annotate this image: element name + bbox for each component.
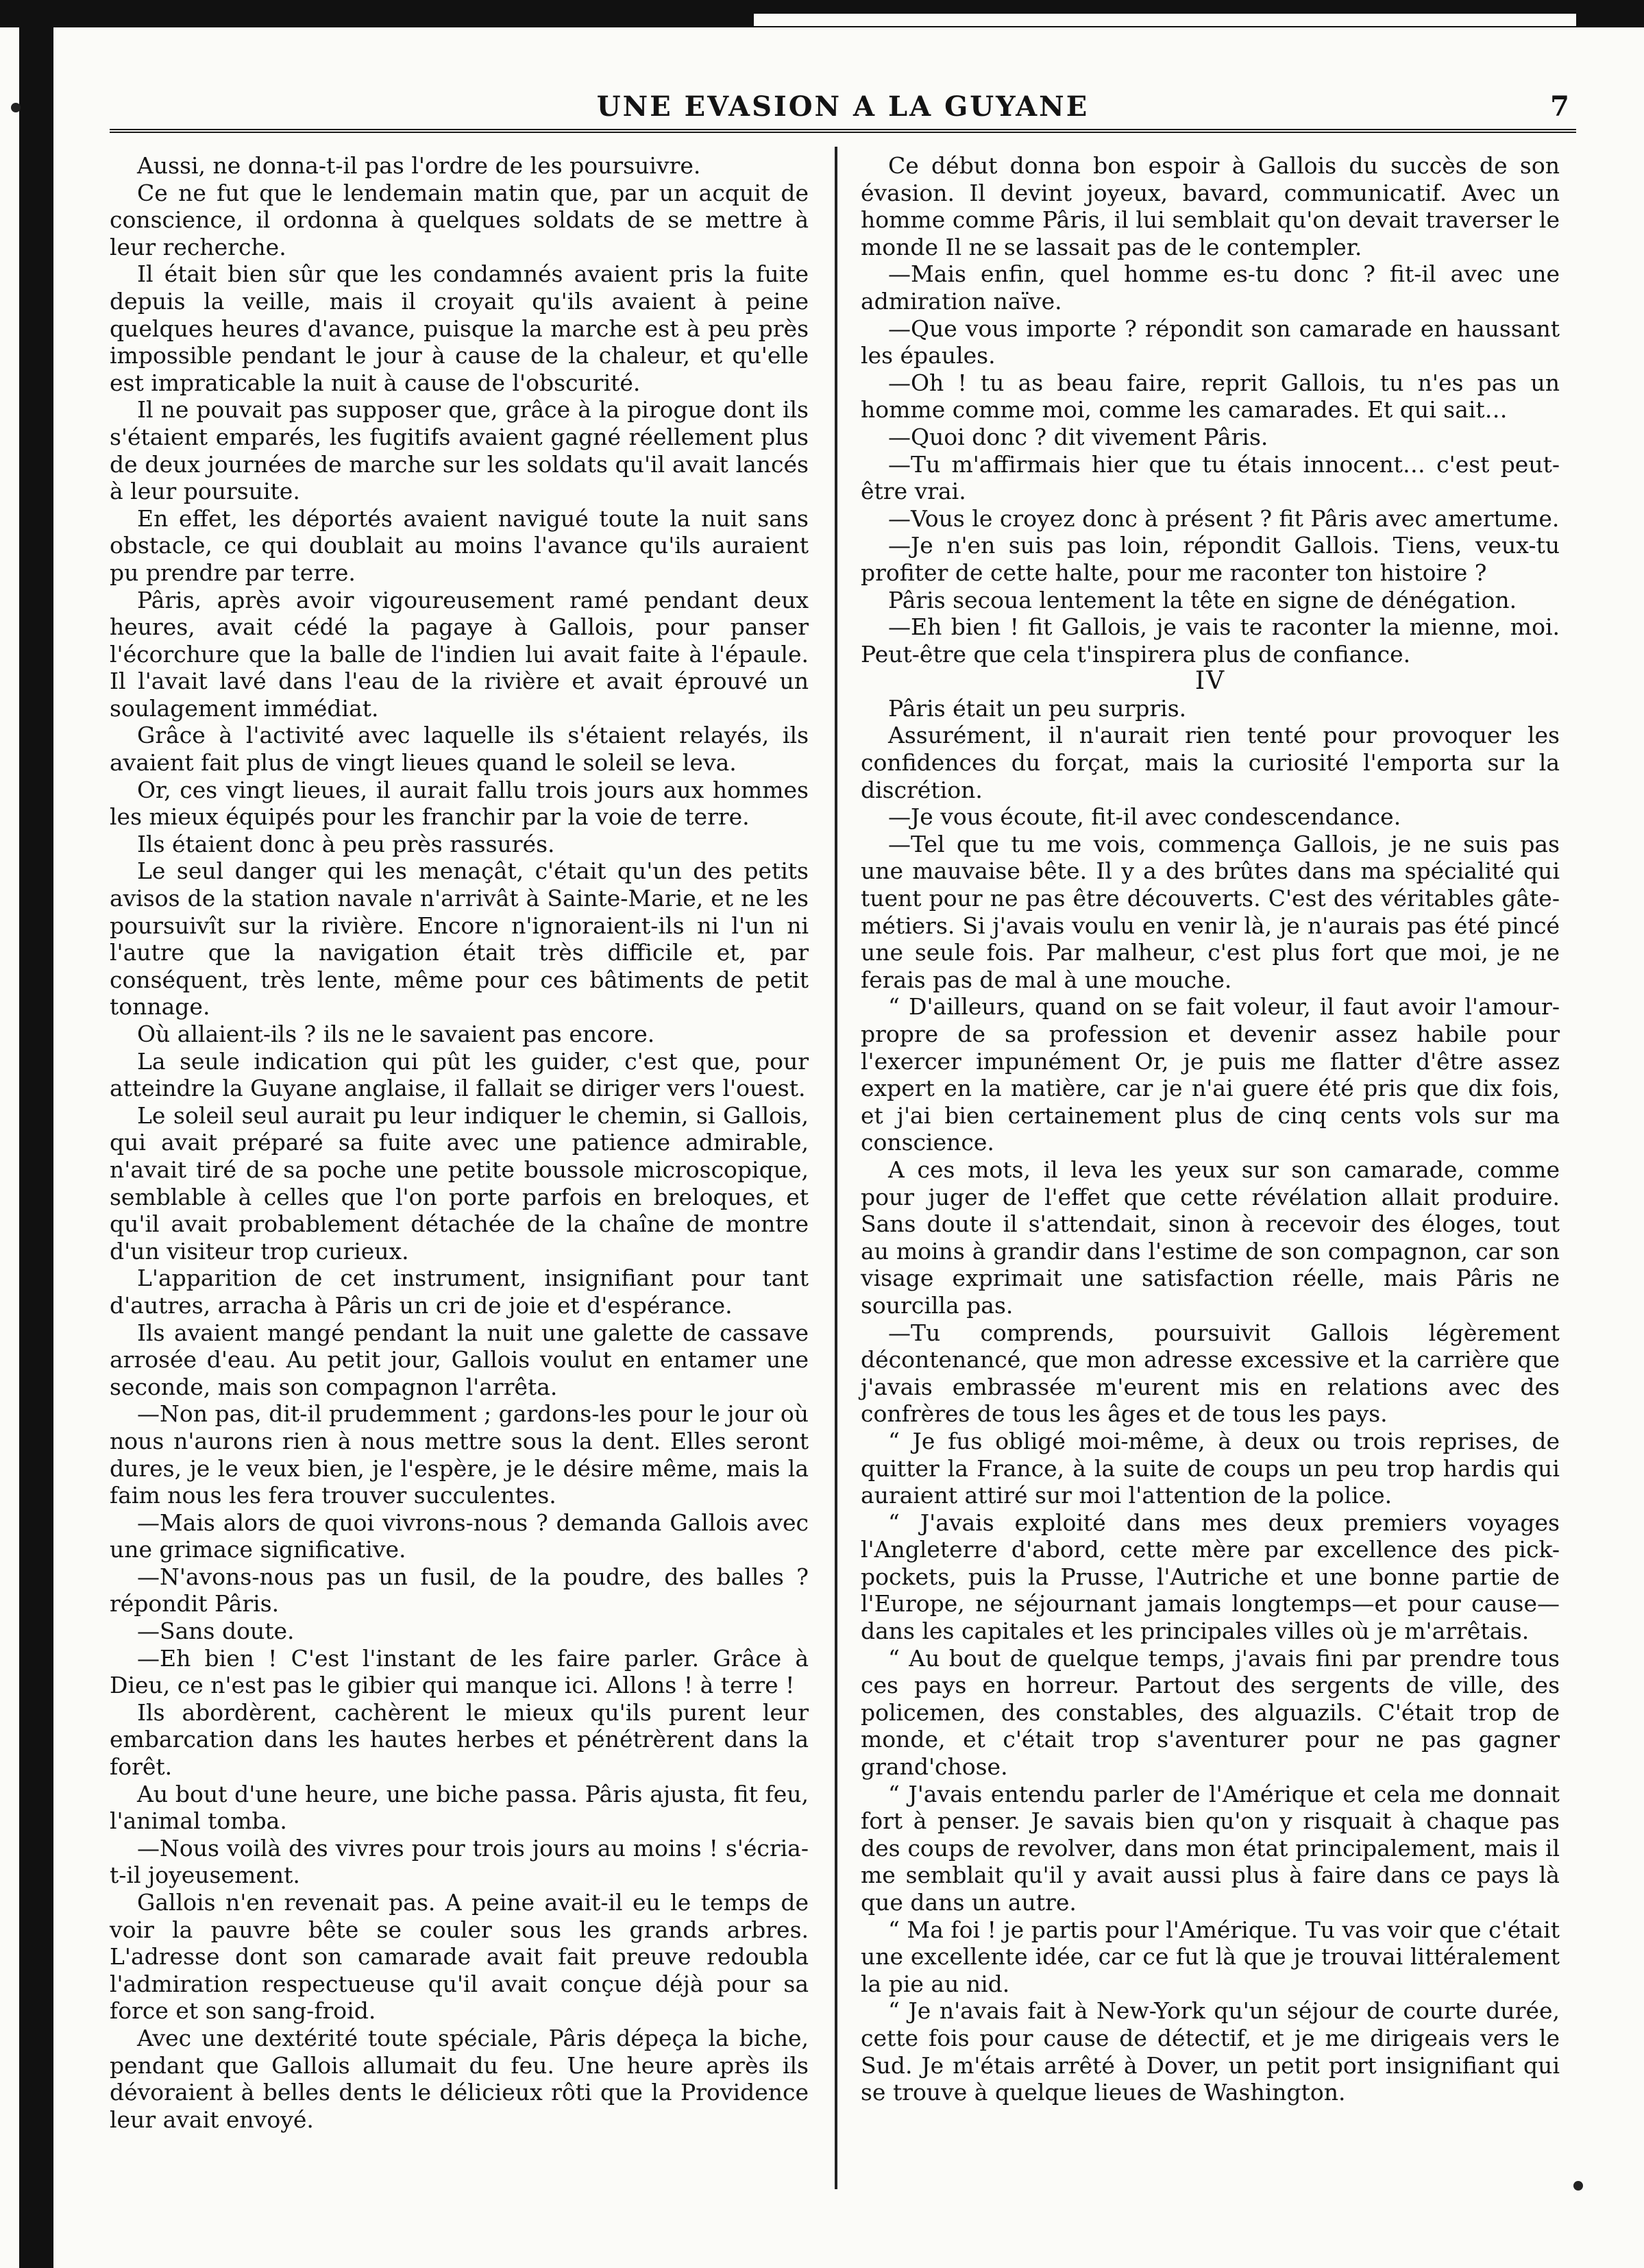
paragraph: “ Je n'avais fait à New-York qu'un séjour de courte durée, cette fois pour cause de détectif, et je me dirigeais vers le Sud. Je m'étais arrêté à Dover, un petit port insignifiant qui se trouve à quelque lieues de Washington. bbox=[861, 1997, 1560, 2106]
paragraph: —Oh ! tu as beau faire, reprit Gallois, tu n'es pas un homme comme moi, comme les camarades. Et qui sait… bbox=[861, 369, 1560, 424]
paragraph: —Je n'en suis pas loin, répondit Gallois. Tiens, veux-tu profiter de cette halte, pour me raconter ton histoire ? bbox=[861, 532, 1560, 586]
column-divider bbox=[835, 147, 837, 2189]
scan-left-border bbox=[19, 0, 53, 2268]
paragraph: Le seul danger qui les menaçât, c'était qu'un des petits avisos de la station navale n'arrivât à Sainte-Marie, et ne les poursuivît sur la rivière. Encore n'ignoraient-ils ni l'un ni l'autre que la navigation était très difficile et, par conséquent, très lente, même pour ces bâtiments de petit tonnage. bbox=[110, 857, 809, 1021]
paragraph: Ce début donna bon espoir à Gallois du succès de son évasion. Il devint joyeux, bavard, communicatif. Avec un homme comme Pâris, il lui semblait qu'on devait traverser le monde Il ne se lassait pas de le contempler. bbox=[861, 152, 1560, 260]
paragraph: Gallois n'en revenait pas. A peine avait-il eu le temps de voir la pauvre bête se couler sous les grands arbres. L'adresse dont son camarade avait fait preuve redoubla l'admiration respectueuse qu'il avait conçue déjà pour sa force et son sang-froid. bbox=[110, 1889, 809, 2025]
paragraph: La seule indication qui pût les guider, c'est que, pour atteindre la Guyane anglaise, il fallait se diriger vers l'ouest. bbox=[110, 1047, 809, 1102]
running-title: UNE EVASION A LA GUYANE bbox=[596, 90, 1090, 123]
paragraph: Où allaient-ils ? ils ne le savaient pas encore. bbox=[137, 1021, 655, 1047]
paragraph: Ce ne fut que le lendemain matin que, par un acquit de conscience, il ordonna à quelques soldats de se mettre à leur recherche. bbox=[110, 179, 809, 260]
page-number: 7 bbox=[1550, 90, 1569, 123]
paragraph: —Mais enfin, quel homme es-tu donc ? fit-il avec une admiration naïve. bbox=[861, 260, 1560, 315]
paragraph: —N'avons-nous pas un fusil, de la poudre, des balles ? répondit Pâris. bbox=[110, 1563, 809, 1618]
paragraph: —Nous voilà des vivres pour trois jours au moins ! s'écria-t-il joyeusement. bbox=[110, 1834, 809, 1889]
paragraph: Assurément, il n'aurait rien tenté pour provoquer les confidences du forçat, mais la curiosité l'emporta sur la discrétion. bbox=[861, 722, 1560, 803]
running-head bbox=[110, 81, 1576, 133]
paragraph: Aussi, ne donna-t-il pas l'ordre de les poursuivre. bbox=[137, 152, 701, 179]
paragraph: “ Ma foi ! je partis pour l'Amérique. Tu vas voir que c'était une excellente idée, car ce fut là que je trouvai littéralement la pie au nid. bbox=[861, 1916, 1560, 1997]
paragraph: Avec une dextérité toute spéciale, Pâris dépeça la biche, pendant que Gallois allumait du feu. Une heure après ils dévoraient à belles dents le délicieux rôti que la Providence leur avait envoyé. bbox=[110, 2024, 809, 2133]
scan-speck bbox=[1573, 2181, 1583, 2191]
paragraph: Or, ces vingt lieues, il aurait fallu trois jours aux hommes les mieux équipés pour les franchir par la voie de terre. bbox=[110, 776, 809, 831]
paragraph: Grâce à l'activité avec laquelle ils s'étaient relayés, ils avaient fait plus de vingt lieues quand le soleil se leva. bbox=[110, 722, 809, 777]
left-column bbox=[110, 152, 809, 2133]
paragraph: —Tel que tu me vois, commença Gallois, je ne suis pas une mauvaise bête. Il y a des brûtes dans ma spécialité qui tuent pour ne pas être découverts. C'est des véritables gâte-métiers. Si j'avais voulu en venir là, je n'aurais pas été pincé une seule fois. Par malheur, c'est plus fort que moi, je ne ferais pas de mal à une mouche. bbox=[861, 830, 1560, 993]
paragraph: A ces mots, il leva les yeux sur son camarade, comme pour juger de l'effet que cette révélation allait produire. Sans doute il s'attendait, sinon à recevoir des éloges, tout au moins à grandir dans l'estime de son compagnon, car son visage exprimait une satisfaction réelle, mais Pâris ne sourcilla pas. bbox=[861, 1156, 1560, 1319]
paragraph: En effet, les déportés avaient navigué toute la nuit sans obstacle, ce qui doublait au moins l'avance qu'ils auraient pu prendre par terre. bbox=[110, 504, 809, 586]
scan-speck bbox=[11, 103, 21, 112]
paragraph: “ J'avais exploité dans mes deux premiers voyages l'Angleterre d'abord, cette mère par excellence des pick-pockets, puis la Prusse, l'Autriche et une bonne partie de l'Europe, ne séjournant jamais longtemps—et pour cause—dans les capitales et les principales villes où je m'arrêtais. bbox=[861, 1509, 1560, 1645]
paragraph: “ Au bout de quelque temps, j'avais fini par prendre tous ces pays en horreur. Partout des sergents de ville, des policemen, des constables, des alguazils. C'était trop de monde, et c'était trop s'aventurer pour ne pas gagner grand'chose. bbox=[861, 1644, 1560, 1781]
paragraph: Pâris, après avoir vigoureusement ramé pendant deux heures, avait cédé la pagaye à Gallois, pour panser l'écorchure que la balle de l'indien lui avait faite à l'épaule. Il l'avait lavé dans l'eau de la rivière et avait éprouvé un soulagement immédiat. bbox=[110, 586, 809, 722]
paragraph: “ D'ailleurs, quand on se fait voleur, il faut avoir l'amour-propre de sa profession et devenir assez habile pour l'exercer impunément Or, je puis me flatter d'être assez expert en la matière, car je n'ai guere été pris que dix fois, et j'ai bien certainement plus de cinq cents vols sur ma conscience. bbox=[861, 993, 1560, 1156]
paragraph: Ils abordèrent, cachèrent le mieux qu'ils purent leur embarcation dans les hautes herbes et pénétrèrent dans la forêt. bbox=[110, 1698, 809, 1781]
paragraph: Pâris secoua lentement la tête en signe de dénégation. bbox=[888, 586, 1517, 613]
right-column-bottom bbox=[861, 695, 1560, 2106]
paragraph: —Eh bien ! C'est l'instant de les faire parler. Grâce à Dieu, ce n'est pas le gibier qui manque ici. Allons ! à terre ! bbox=[110, 1644, 809, 1699]
paragraph: Ils avaient mangé pendant la nuit une galette de cassave arrosée d'eau. Au petit jour, Gallois voulut en entamer une seconde, mais son compagnon l'arrêta. bbox=[110, 1319, 809, 1400]
chapter-heading: IV bbox=[1194, 667, 1226, 696]
paragraph: Pâris était un peu surpris. bbox=[888, 694, 1187, 722]
paragraph: —Vous le croyez donc à présent ? fit Pâris avec amertume. bbox=[888, 504, 1560, 532]
scan-top-border-gap bbox=[754, 14, 1576, 26]
paragraph: —Tu comprends, poursuivit Gallois légèrement décontenancé, que mon adresse excessive et la carrière que j'avais embrassée m'eurent mis en relations avec des confrères de tous les âges et de tous les pays. bbox=[861, 1319, 1560, 1428]
paragraph: —Que vous importe ? répondit son camarade en haussant les épaules. bbox=[861, 315, 1560, 369]
paragraph: —Eh bien ! fit Gallois, je vais te raconter la mienne, moi. Peut-être que cela t'inspirera plus de confiance. bbox=[861, 613, 1560, 668]
paragraph: Ils étaient donc à peu près rassurés. bbox=[137, 830, 555, 857]
paragraph: “ Je fus obligé moi-même, à deux ou trois reprises, de quitter la France, à la suite de coups un peu trop hardis qui auraient attiré sur moi l'attention de la police. bbox=[861, 1427, 1560, 1509]
right-column bbox=[861, 152, 1560, 2106]
paragraph: —Sans doute. bbox=[137, 1618, 295, 1645]
right-column-top bbox=[861, 152, 1560, 668]
page bbox=[110, 81, 1576, 2133]
paragraph: Au bout d'une heure, une biche passa. Pâris ajusta, fit feu, l'animal tomba. bbox=[110, 1780, 809, 1835]
paragraph: “ J'avais entendu parler de l'Amérique et cela me donnait fort à penser. Je savais bien qu'on y risquait à chaque pas des coups de revolver, dans mon état principalement, mais il me semblait qu'il y avait aussi plus à faire dans ce pays là que dans un autre. bbox=[861, 1780, 1560, 1916]
paragraph: L'apparition de cet instrument, insignifiant pour tant d'autres, arracha à Pâris un cri de joie et d'espérance. bbox=[110, 1265, 809, 1319]
paragraph: —Tu m'affirmais hier que tu étais innocent… c'est peut-être vrai. bbox=[861, 450, 1560, 505]
paragraph: Le soleil seul aurait pu leur indiquer le chemin, si Gallois, qui avait préparé sa fuite avec une patience admirable, n'avait tiré de sa poche une petite boussole microscopique, semblable à celles que l'on porte parfois en breloques, et qu'il avait probablement détachée de la chaîne de montre d'un visiteur trop curieux. bbox=[110, 1101, 809, 1265]
paragraph: —Non pas, dit-il prudemment ; gardons-les pour le jour où nous n'aurons rien à nous mettre sous la dent. Elles seront dures, je le veux bien, je l'espère, je le désire même, mais la faim nous les fera trouver succulentes. bbox=[110, 1400, 809, 1509]
paragraph: —Quoi donc ? dit vivement Pâris. bbox=[888, 423, 1268, 450]
paragraph: —Je vous écoute, fit-il avec condescendance. bbox=[888, 803, 1401, 831]
paragraph: Il était bien sûr que les condamnés avaient pris la fuite depuis la veille, mais il croyait qu'ils avaient à peine quelques heures d'avance, puisque la marche est à peu près impossible pendant le jour à cause de la chaleur, et qu'elle est impraticable la nuit à cause de l'obscurité. bbox=[110, 260, 809, 396]
paragraph: Il ne pouvait pas supposer que, grâce à la pirogue dont ils s'étaient emparés, les fugitifs avaient gagné réellement plus de deux journées de marche sur les soldats qu'il avait lancés à leur poursuite. bbox=[110, 396, 809, 505]
paragraph: —Mais alors de quoi vivrons-nous ? demanda Gallois avec une grimace significative. bbox=[110, 1509, 809, 1563]
